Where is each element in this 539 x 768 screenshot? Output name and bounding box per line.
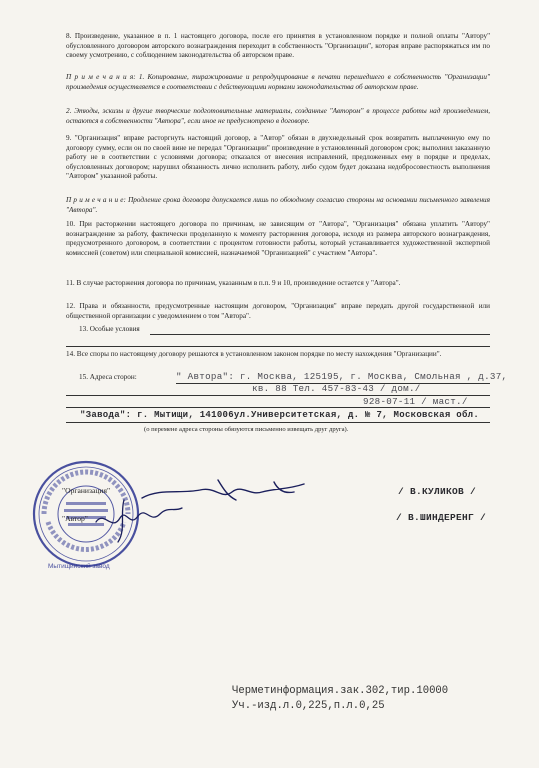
clause-14: 14. Все споры по настоящему договору решаются в установленном законом порядке по месту нахождения "Организации".	[66, 350, 442, 358]
stamp-text: Мытищинский завод	[48, 563, 110, 570]
address-line-3	[66, 407, 490, 408]
handwritten-signatures	[90, 470, 350, 550]
author-signatory-name: / В.ШИНДЕРЕНГ /	[396, 512, 487, 523]
clause-11: 11. В случае расторжения договора по причинам, указанным в п.п. 9 и 10, произведение остается у "Автора".	[66, 279, 401, 287]
clause-13-line-2	[66, 346, 490, 347]
clause-12: 12. Права и обязанности, предусмотренные настоящим договором, "Организация" вправе передать другой государственной или общественной организации с уведомлением о том "Автора".	[66, 302, 490, 320]
print-info-line2: Уч.-изд.л.0,225,п.л.0,25	[232, 700, 385, 712]
author-signature-label: "Автор"	[62, 514, 88, 523]
org-signature-label: "Организация"	[62, 486, 111, 495]
author-address-line3: 928-07-11 / маст./	[363, 396, 468, 407]
print-info-line1: Черметинформация.зак.302,тир.10000	[232, 685, 449, 697]
address-line-4	[66, 422, 490, 423]
clause-9: 9. "Организация" вправе расторгнуть настоящий договор, а "Автор" обязан в двухнедельный срок возвратить выплаченную ему по договору сумму, если он по своей вине не передал "Организации" произведение в установленный договором срок; выполнил заказанную работу не в соответствии с условиями договора; отказался от внесения исправлений, предложенных ему в порядке и пределах, обусловленных договором; нарушил обязанность лично исполнить работу, либо судом будет доказана недобросовестность выполнения "Автором" указанной работы.	[66, 134, 490, 181]
note-1: П р и м е ч а н и я: 1. Копирование, тиражирование и репродуцирование в печати перешедшего в собственность "Организации" произведения осуществляется в соответствии с действующими нормами законодательства об авторском праве.	[66, 73, 490, 91]
clause-15: 15. Адреса сторон:	[79, 373, 137, 381]
address-note: (о перемене адреса стороны обязуются письменно извещать друг друга).	[144, 426, 349, 433]
clause-10: 10. При расторжении настоящего договора по причинам, не зависящим от "Автора", "Организация" обязана уплатить "Автору" вознаграждение за работу, фактически проделанную к моменту расторжения договора, исходя из размера авторского вознаграждения, предусмотренного договором, в соответствии с процентом готовности работы, который устанавливается художественной экспертной комиссией (советом) или специальной комиссией, назначаемой "Организацией" с участием "Автора".	[66, 220, 490, 257]
clause-8: 8. Произведение, указанное в п. 1 настоящего договора, после его принятия в установленном порядке и полной оплаты "Автору" обусловленного договором авторского вознаграждения переходит в собственность "Организации", которая вправе распоряжаться им по своему усмотрению, с соблюдением законодательства об авторском праве.	[66, 32, 490, 60]
clause-13: 13. Особые условия	[79, 325, 140, 333]
clause-13-line	[150, 334, 490, 335]
author-address-line2: кв. 88 Тел. 457-83-43 / дом./	[252, 383, 421, 394]
org-address-line: "Завода": г. Мытищи, 141006ул.Университетская, д. № 7, Московская обл.	[80, 410, 480, 420]
note-2: 2. Этюды, эскизы и другие творческие подготовительные материалы, созданные "Автором" в процессе работы над произведением, остаются в собственности "Автора", если иное не предусмотрено в договоре.	[66, 107, 490, 125]
author-address-line1: " Автора": г. Москва, 125195, г. Москва, Смольная , д.37,	[176, 371, 508, 382]
org-signatory-name: / В.КУЛИКОВ /	[398, 486, 477, 497]
note-3: П р и м е ч а н и е: Продление срока договора допускается лишь по обоюдному согласию стороны на основании письменного заявления "Автора".	[66, 196, 490, 214]
